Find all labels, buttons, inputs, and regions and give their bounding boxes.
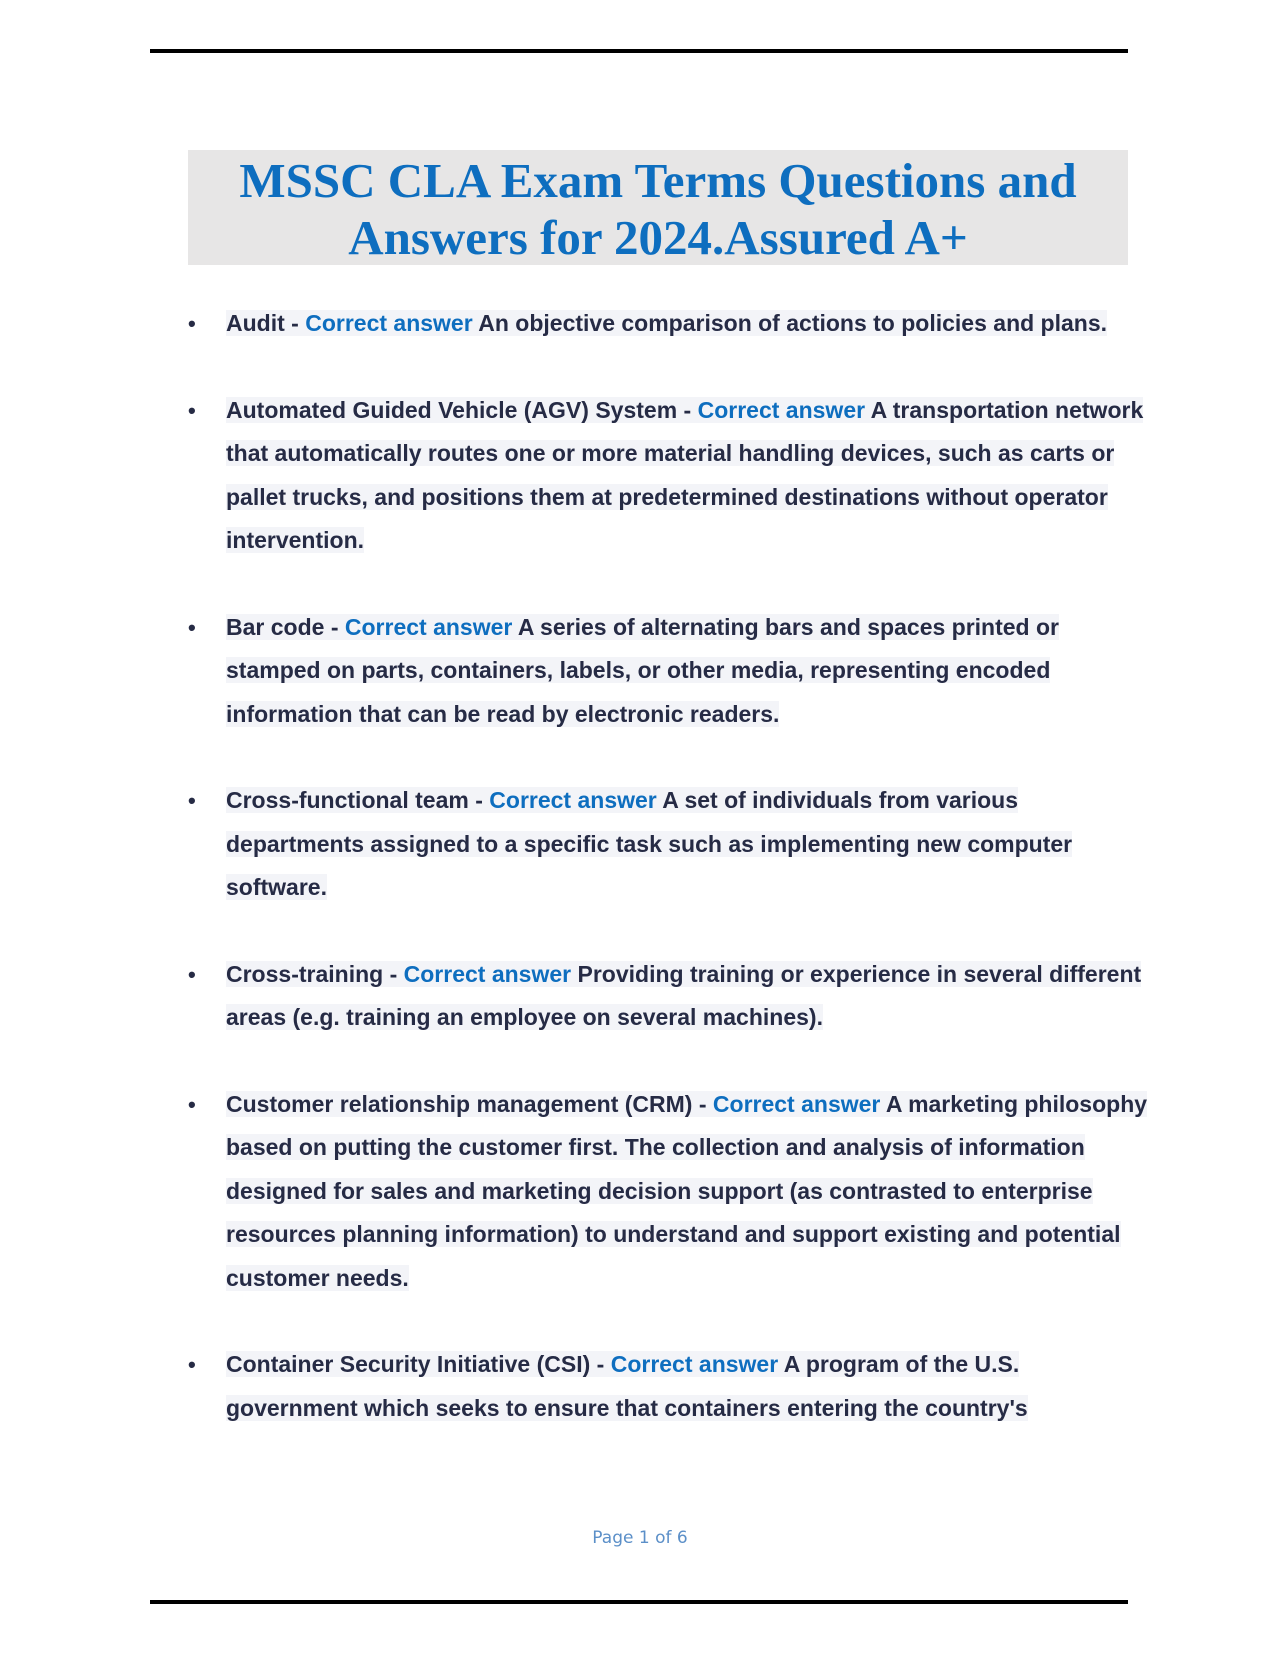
entry-text: Automated Guided Vehicle (AGV) System - Correct answer A transportation network that automatically routes one or more material handling devices, such as carts or pallet trucks, and positions them at predetermined destinations without operator intervention.: [226, 396, 1144, 553]
entry-definition: A program of the U.S. government which seeks to ensure that containers entering the country's: [226, 1351, 1028, 1421]
entry-text: Cross-functional team - Correct answer A set of individuals from various departments assigned to a specific task such as implementing new computer software.: [226, 787, 1073, 900]
entry-text: Container Security Initiative (CSI) - Correct answer A program of the U.S. government which seeks to ensure that containers entering the country's: [226, 1351, 1028, 1421]
title-line-2: Answers for 2024.Assured A+: [348, 210, 968, 265]
correct-answer-label: Correct answer: [610, 1351, 779, 1377]
title-line-1: MSSC CLA Exam Terms Questions and: [239, 153, 1077, 208]
entry-term: Cross-training: [226, 960, 384, 987]
glossary-entry: [188, 389, 1148, 563]
correct-answer-label: Correct answer: [712, 1090, 881, 1117]
correct-answer-label: Correct answer: [403, 960, 572, 987]
entry-text: Cross-training - Correct answer Providing training or experience in several different areas (e.g. training an employee on several machines).: [226, 960, 1142, 1030]
entry-definition: Providing training or experience in several different areas (e.g. training an employee on several machines).: [226, 960, 1142, 1030]
glossary-entry: [188, 606, 1148, 737]
entry-term: Audit: [226, 310, 285, 336]
glossary-entry: [188, 779, 1148, 910]
entry-term: Customer relationship management (CRM): [226, 1090, 693, 1117]
bullet-icon: •: [188, 397, 196, 423]
top-rule: [150, 49, 1128, 53]
bullet-icon: •: [188, 614, 196, 640]
glossary-list: [188, 302, 1148, 1473]
entry-definition: A set of individuals from various departments assigned to a specific task such as implementing new computer software.: [226, 787, 1073, 900]
bullet-icon: •: [188, 1352, 196, 1377]
page-number: Page 1 of 6: [592, 1528, 688, 1548]
correct-answer-label: Correct answer: [697, 396, 866, 423]
glossary-entry: [188, 302, 1148, 346]
entry-term: Bar code: [226, 613, 325, 640]
glossary-entry: [188, 1083, 1148, 1301]
entry-definition: A series of alternating bars and spaces printed or stamped on parts, containers, labels, or other media, representing encoded information that can be read by electronic readers.: [226, 613, 1059, 727]
entry-text: Audit - Correct answer An objective comparison of actions to policies and plans.: [226, 310, 1108, 336]
entry-definition: An objective comparison of actions to policies and plans.: [478, 310, 1108, 336]
entry-text: Customer relationship management (CRM) - Correct answer A marketing philosophy based on putting the customer first. The collection and analysis of information designed for sales and marketing decision support (as contrasted to enterprise resources planning information) to understand and support existing and potential customer needs.: [226, 1090, 1148, 1291]
glossary-entry: [188, 953, 1148, 1040]
glossary-entry: [188, 1343, 1148, 1430]
bullet-icon: •: [188, 788, 196, 813]
bullet-icon: •: [188, 1091, 196, 1117]
document-title: [188, 150, 1128, 265]
bullet-icon: •: [188, 311, 196, 336]
entry-definition: A transportation network that automatically routes one or more material handling devices, such as carts or pallet trucks, and positions them at predetermined destinations without operator intervention.: [226, 396, 1144, 553]
entry-definition: A marketing philosophy based on putting the customer first. The collection and analysis of information designed for sales and marketing decision support (as contrasted to enterprise resources planning information) to understand and support existing and potential customer needs.: [226, 1090, 1148, 1291]
correct-answer-label: Correct answer: [489, 787, 657, 813]
correct-answer-label: Correct answer: [344, 613, 513, 640]
correct-answer-label: Correct answer: [305, 310, 473, 336]
entry-term: Cross-functional team: [226, 787, 469, 813]
bottom-rule: [150, 1600, 1128, 1604]
entry-term: Container Security Initiative (CSI): [226, 1351, 591, 1377]
bullet-icon: •: [188, 961, 196, 987]
entry-text: Bar code - Correct answer A series of alternating bars and spaces printed or stamped on parts, containers, labels, or other media, representing encoded information that can be read by electronic readers.: [226, 613, 1059, 727]
entry-term: Automated Guided Vehicle (AGV) System: [226, 396, 678, 423]
